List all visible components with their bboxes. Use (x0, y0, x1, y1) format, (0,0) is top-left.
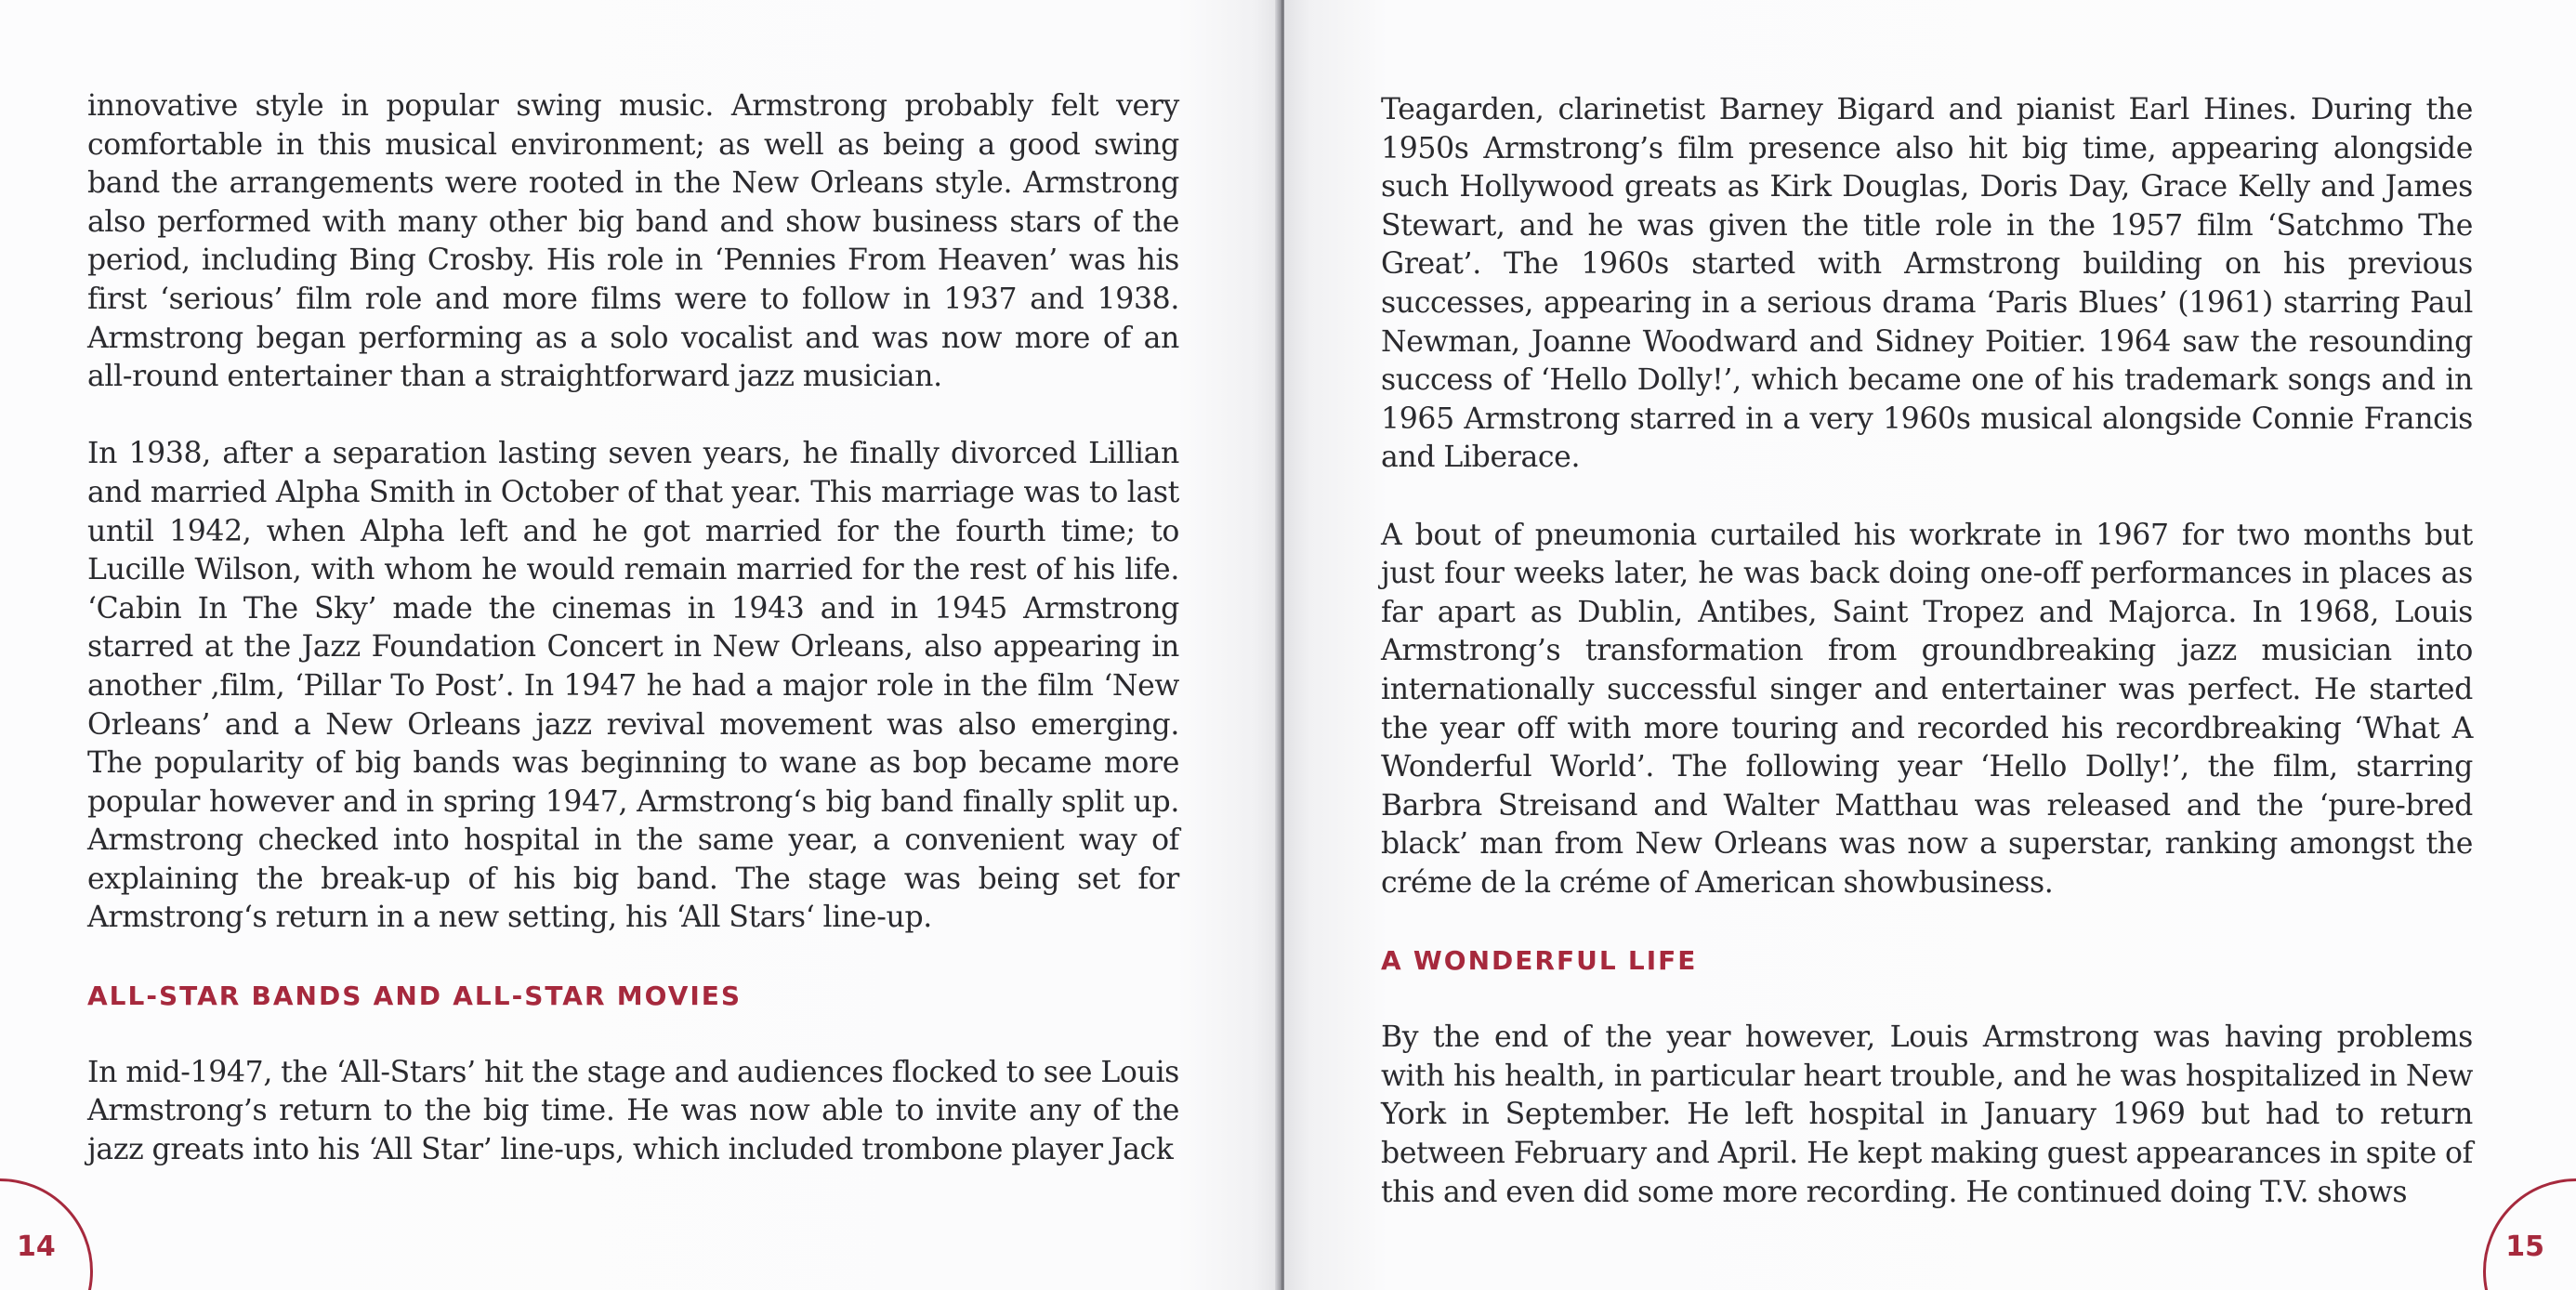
left-page-text (87, 87, 1179, 1170)
page-number-right: 15 (2505, 1231, 2544, 1263)
left-paragraph-2: In 1938, after a separation lasting seven years, he finally divorced Lillian and married Alpha Smith in October of that year. This marriage was to last until 1942, when Alpha left and he got married for the fourth time; to Lucille Wilson, with whom he would remain married for the rest of his life. ‘Cabin In The Sky’ made the cinemas in 1943 and in 1945 Armstrong starred at the Jazz Foundation Concert in New Orleans, also appearing in another ,film, ‘Pillar To Post’. In 1947 he had a major role in the film ‘New Orleans’ and a New Orleans jazz revival movement was also emerging. The popularity of big bands was beginning to wane as bop became more popular however and in spring 1947, Armstrong‘s big band finally split up. Armstrong checked into hospital in the same year, a convenient way of explaining the break-up of his big band. The stage was being set for Armstrong‘s return in a new setting, his ‘All Stars‘ line-up. (87, 437, 1179, 935)
right-page (1284, 0, 2576, 1290)
right-page-text (1381, 91, 2473, 1212)
right-paragraph-1: Teagarden, clarinetist Barney Bigard and pianist Earl Hines. During the 1950s Armstrong’s film presence also hit big time, appearing alongside such Hollywood greats as Kirk Douglas, Doris Day, Grace Kelly and James Stewart, and he was given the title role in the 1957 film ‘Satchmo The Great’. The 1960s started with Armstrong building on his previous successes, appearing in a serious drama ‘Paris Blues’ (1961) starring Paul Newman, Joanne Woodward and Sidney Poitier. 1964 saw the resounding success of ‘Hello Dolly!’, which became one of his trademark songs and in 1965 Armstrong starred in a very 1960s musical alongside Connie Francis and Liberace. (1381, 93, 2473, 475)
right-paragraph-3: By the end of the year however, Louis Armstrong was having problems with his health, in particular heart trouble, and he was hospitalized in New York in September. He left hospital in January 1969 but had to return between February and April. He kept making guest appearances in spite of this and even did some more recording. He continued doing T.V. shows (1381, 1020, 2473, 1209)
section-heading-all-star: ALL-STAR BANDS AND ALL-STAR MOVIES (87, 980, 743, 1011)
page-number-left: 14 (17, 1231, 56, 1263)
left-paragraph-3: In mid-1947, the ‘All-Stars’ hit the stage and audiences flocked to see Louis Armstrong’s return to the big time. He was now able to invite any of the jazz greats into his ‘All Star’ line-ups, which included trombone player Jack (87, 1055, 1179, 1167)
right-paragraph-2: A bout of pneumonia curtailed his workrate in 1967 for two months but just four weeks later, he was back doing one-off performances in places as far apart as Dublin, Antibes, Saint Tropez and Majorca. In 1968, Louis Armstrong’s transformation from groundbreaking jazz musician into internationally successful singer and entertainer was perfect. He started the year off with more touring and recorded his recordbreaking ‘What A Wonderful World’. The following year ‘Hello Dolly!’, the film, starring Barbra Streisand and Walter Matthau was released and the ‘pure-bred black’ man from New Orleans was now a superstar, ranking amongst the créme de la créme of American showbusiness. (1381, 518, 2473, 900)
left-paragraph-1: innovative style in popular swing music. Armstrong probably felt very comfortable in this musical environment; as well as being a good swing band the arrangements were rooted in the New Orleans style. Armstrong also performed with many other big band and show business stars of the period, including Bing Crosby. His role in ‘Pennies From Heaven’ was his first ‘serious’ film role and more films were to follow in 1937 and 1938. Armstrong began performing as a solo vocalist and was now more of an all-round entertainer than a straightforward jazz musician. (87, 89, 1179, 394)
left-page (0, 0, 1281, 1290)
section-heading-wonderful-life: A WONDERFUL LIFE (1381, 945, 1698, 977)
